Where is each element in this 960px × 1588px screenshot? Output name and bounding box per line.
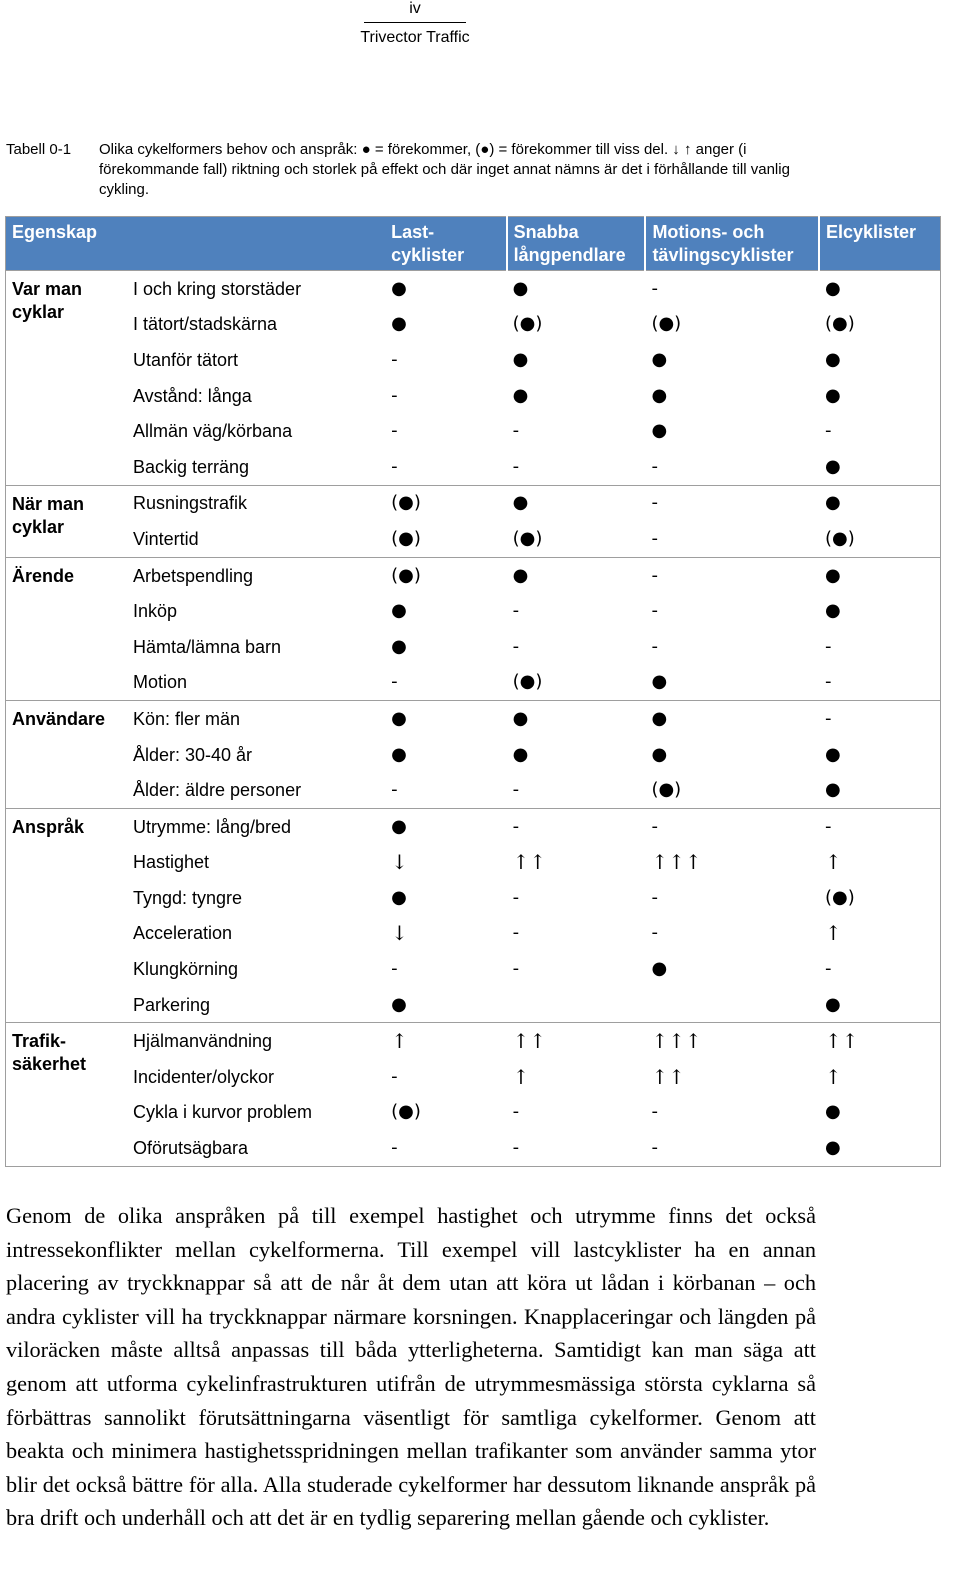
- table-row: [6, 845, 941, 881]
- value-cell: [645, 987, 819, 1023]
- value-cell: ↑: [512, 1064, 530, 1089]
- row-label: Oförutsägbara: [132, 1138, 249, 1159]
- value-cell: -: [651, 277, 658, 299]
- value-cell: ●: [651, 671, 668, 693]
- value-cell: -: [824, 707, 832, 729]
- value-cell: -: [391, 348, 398, 370]
- row-label: Ålder: äldre personer: [132, 780, 302, 801]
- value-cell: ●: [824, 743, 841, 765]
- value-cell: (●): [391, 492, 421, 514]
- table-header-row: [6, 217, 941, 271]
- table-row: [6, 880, 941, 916]
- value-cell: -: [651, 564, 658, 586]
- value-cell: (●): [651, 779, 682, 801]
- value-cell: (●): [824, 527, 855, 549]
- row-label: Motion: [132, 672, 188, 693]
- row-label: I och kring storstäder: [132, 278, 302, 299]
- value-cell: -: [391, 420, 398, 442]
- value-cell: ●: [512, 384, 529, 406]
- group-label: Anspråk: [12, 816, 85, 837]
- table-row: [6, 772, 941, 808]
- row-label: Ålder: 30-40 år: [132, 744, 253, 765]
- table-row: [6, 378, 941, 414]
- value-cell: -: [824, 635, 832, 657]
- value-cell: ↑: [824, 921, 842, 946]
- table-caption: [6, 140, 826, 200]
- value-cell: -: [824, 420, 832, 442]
- value-cell: ●: [512, 492, 529, 514]
- value-cell: -: [651, 886, 658, 908]
- value-cell: ●: [824, 455, 841, 477]
- table-group: [6, 1023, 941, 1166]
- row-label: Utrymme: lång/bred: [132, 816, 292, 837]
- table-row: [6, 665, 941, 701]
- value-cell: -: [512, 635, 520, 657]
- value-cell: -: [512, 922, 520, 944]
- value-cell: ●: [512, 707, 529, 729]
- table-row: [6, 1059, 941, 1095]
- value-cell: ↑↑↑: [651, 850, 702, 875]
- value-cell: -: [512, 1101, 520, 1123]
- header-divider: [364, 22, 466, 23]
- group-label: Trafik- säkerhet: [12, 1031, 87, 1075]
- value-cell: -: [824, 958, 832, 980]
- table-row: [6, 557, 941, 593]
- value-cell: ●: [824, 779, 841, 801]
- value-cell: -: [651, 1101, 658, 1123]
- row-label: Hastighet: [132, 852, 210, 873]
- row-label: Arbetspendling: [132, 565, 254, 586]
- value-cell: -: [391, 1137, 398, 1159]
- table-group: [6, 485, 941, 557]
- value-cell: ↓: [391, 850, 408, 875]
- table-row: [6, 1130, 941, 1166]
- value-cell: ●: [651, 348, 668, 370]
- value-cell: ●: [391, 886, 407, 908]
- row-label: Hjälmanvändning: [132, 1031, 273, 1052]
- row-label: Parkering: [132, 994, 211, 1015]
- value-cell: -: [512, 886, 520, 908]
- row-label: Klungkörning: [132, 959, 239, 980]
- value-cell: ●: [391, 600, 407, 622]
- table-group: [6, 808, 941, 1023]
- value-cell: -: [512, 815, 520, 837]
- value-cell: ●: [824, 564, 841, 586]
- value-cell: ●: [824, 1137, 841, 1159]
- value-cell: -: [391, 958, 398, 980]
- table-row: [6, 808, 941, 844]
- value-cell: -: [651, 455, 658, 477]
- value-cell: -: [824, 815, 832, 837]
- value-cell: -: [512, 420, 520, 442]
- row-label: Hämta/lämna barn: [132, 636, 282, 657]
- value-cell: (●): [512, 527, 543, 549]
- value-cell: ↑↑: [512, 1029, 547, 1054]
- value-cell: ●: [651, 958, 668, 980]
- value-cell: -: [651, 492, 658, 514]
- page-number: iv: [409, 0, 421, 17]
- body-paragraph: Genom de olika anspråken på till exempel hastighet och utrymme finns det också intressekonflikter mellan cykelformerna. Till exempel vill lastcyklister ha en annan placering av tryckknappar så att de når åt dem utan att köra ut lådan i körbanan – och andra cyklister vill ha tryckknappar närmare korsningen. Knapplaceringar och längden på viloräcken måste alltså anpassas till båda ytterligheterna. Samtidigt kan man säga att genom att utforma cykelinfrastrukturen utifrån de utrymmesmässiga största cyklarna så förbättras sannolikt förutsättningarna väsentligt för samtliga cykelformer. Genom att beakta och minimera hastighetsspridningen mellan trafikanter som använder samma ytor blir det också bättre för alla. Alla studerade cykelformer har dessutom liknande anspråk på bra drift och underhåll och att det är en tydlig separering mellan gående och cyklister.: [6, 1203, 816, 1531]
- value-cell: ●: [824, 993, 841, 1015]
- table-row: [6, 485, 941, 521]
- table-group: [6, 271, 941, 486]
- value-cell: -: [391, 779, 398, 801]
- value-cell: (●): [651, 313, 682, 335]
- table-row: [6, 629, 941, 665]
- row-label: Vintertid: [132, 528, 199, 549]
- value-cell: ↑: [824, 850, 842, 875]
- value-cell: (●): [512, 313, 543, 335]
- header-cargo-cyclists: Last- cyklister: [385, 217, 506, 271]
- value-cell: ●: [824, 600, 841, 622]
- table-row: [6, 987, 941, 1023]
- value-cell: ●: [391, 815, 407, 837]
- table-group: [6, 557, 941, 700]
- value-cell: -: [391, 384, 398, 406]
- header-fast-commuters: Snabba långpendlare: [507, 217, 646, 271]
- page-header: [330, 0, 500, 47]
- group-label: När man cyklar: [12, 493, 85, 537]
- value-cell: ●: [651, 707, 668, 729]
- group-label: Var man cyklar: [12, 279, 83, 322]
- value-cell: -: [512, 455, 520, 477]
- value-cell: ●: [824, 348, 841, 370]
- table-row: [6, 413, 941, 449]
- value-cell: -: [391, 671, 398, 693]
- value-cell: ●: [512, 743, 529, 765]
- value-cell: -: [512, 779, 520, 801]
- table-row: [6, 449, 941, 485]
- value-cell: -: [651, 1137, 658, 1159]
- table-row: [6, 342, 941, 378]
- value-cell: ●: [391, 707, 407, 729]
- group-label: Ärende: [12, 565, 75, 586]
- value-cell: ↓: [391, 921, 408, 946]
- value-cell: -: [651, 600, 658, 622]
- value-cell: ↑↑↑: [651, 1029, 702, 1054]
- caption-text: Olika cykelformers behov och anspråk: ● = förekommer, (●) = förekommer till viss del. ↓ ↑ anger (i förekommande fall) riktning och storlek på effekt och där inget annat nämns är det i förhållande till vanlig cykling.: [99, 141, 790, 198]
- value-cell: -: [651, 815, 658, 837]
- value-cell: -: [512, 600, 520, 622]
- value-cell: (●): [824, 886, 855, 908]
- value-cell: ●: [391, 993, 407, 1015]
- value-cell: -: [512, 958, 520, 980]
- table-row: [6, 307, 941, 343]
- table-row: [6, 521, 941, 557]
- row-label: I tätort/stadskärna: [132, 314, 278, 335]
- row-label: Cykla i kurvor problem: [132, 1102, 313, 1123]
- value-cell: -: [651, 922, 658, 944]
- header-organization: Trivector Traffic: [360, 29, 470, 46]
- value-cell: ●: [651, 743, 668, 765]
- table-row: [6, 1095, 941, 1131]
- value-cell: -: [512, 1137, 520, 1159]
- value-cell: ●: [391, 277, 407, 299]
- value-cell: ↑↑: [512, 850, 547, 875]
- value-cell: [507, 987, 646, 1023]
- value-cell: ↑↑: [651, 1064, 685, 1089]
- table-row: [6, 593, 941, 629]
- table-group: [6, 701, 941, 809]
- header-sport-cyclists: Motions- och tävlingscyklister: [645, 217, 819, 271]
- value-cell: ●: [824, 1101, 841, 1123]
- row-label: Backig terräng: [132, 456, 250, 477]
- value-cell: (●): [512, 671, 543, 693]
- table-row: [6, 271, 941, 307]
- value-cell: (●): [391, 1101, 421, 1123]
- table-row: [6, 951, 941, 987]
- row-label: Rusningstrafik: [132, 493, 248, 514]
- value-cell: -: [651, 527, 658, 549]
- row-label: Tyngd: tyngre: [132, 887, 243, 908]
- table-row: [6, 701, 941, 737]
- value-cell: -: [824, 671, 832, 693]
- value-cell: (●): [391, 527, 421, 549]
- value-cell: ●: [824, 492, 841, 514]
- value-cell: ●: [651, 420, 668, 442]
- table-row: [6, 1023, 941, 1059]
- value-cell: ●: [391, 743, 407, 765]
- row-label: Kön: fler män: [132, 708, 241, 729]
- table-row: [6, 916, 941, 952]
- value-cell: ↑: [824, 1064, 842, 1089]
- value-cell: -: [651, 635, 658, 657]
- value-cell: ●: [651, 384, 668, 406]
- row-label: Allmän väg/körbana: [132, 421, 293, 442]
- row-label: Acceleration: [132, 923, 233, 944]
- value-cell: -: [391, 1065, 398, 1087]
- value-cell: ↑: [391, 1029, 408, 1054]
- row-label: Inköp: [132, 601, 178, 622]
- table-row: [6, 737, 941, 773]
- value-cell: ●: [391, 313, 407, 335]
- bicycle-types-table: [5, 216, 941, 1167]
- value-cell: ●: [512, 564, 529, 586]
- value-cell: ●: [512, 277, 529, 299]
- value-cell: (●): [824, 313, 855, 335]
- value-cell: -: [391, 455, 398, 477]
- caption-label: Tabell 0-1: [6, 141, 72, 158]
- value-cell: ↑↑: [824, 1029, 859, 1054]
- header-e-cyclists: Elcyklister: [819, 217, 941, 271]
- row-label: Avstånd: långa: [132, 385, 252, 406]
- header-property: Egenskap: [6, 217, 386, 271]
- value-cell: ●: [824, 277, 841, 299]
- value-cell: ●: [824, 384, 841, 406]
- value-cell: ●: [391, 635, 407, 657]
- group-label: Användare: [12, 709, 106, 730]
- row-label: Utanför tätort: [132, 349, 239, 370]
- row-label: Incidenter/olyckor: [132, 1066, 275, 1087]
- value-cell: (●): [391, 564, 421, 586]
- value-cell: ●: [512, 348, 529, 370]
